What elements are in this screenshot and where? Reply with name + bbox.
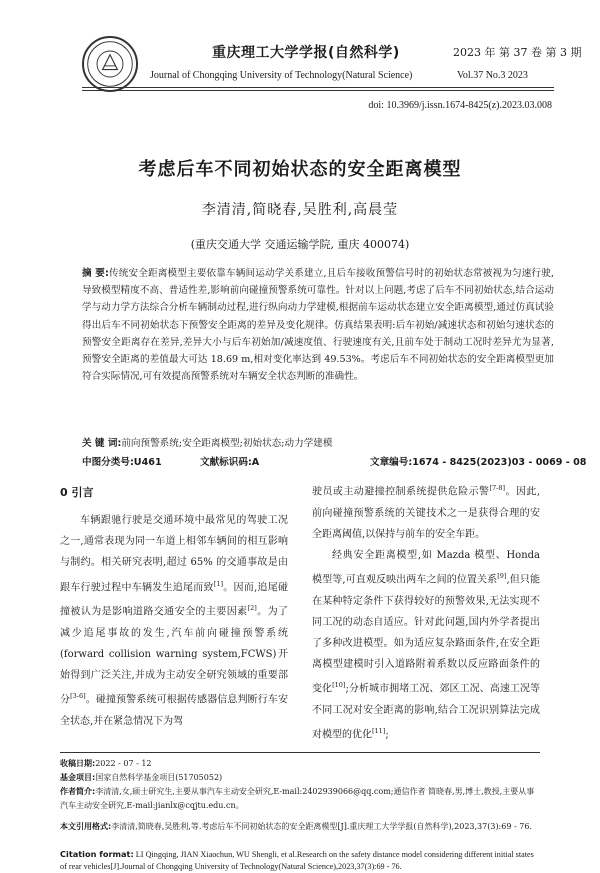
citation[interactable]: [10] [332,681,346,690]
journal-title-en: Journal of Chongqing University of Technology(Natural Science) [150,70,413,81]
citation[interactable]: [9] [497,572,507,581]
university-logo [82,36,138,92]
body-paragraph: 驶员或主动避撞控制系统提供危险示警[7-8]。因此,前向碰撞预警系统的关键技术之一是获得合理的安全距离阈值,以保持与前车的安全车距。 [312,484,541,540]
citation[interactable]: [3-6] [70,692,86,701]
abstract [82,265,554,385]
body-column-left [60,478,288,732]
abstract-label: 摘 要: [82,268,109,279]
body-paragraph: 经典安全距离模型,如 Mazda 模型、Honda 模型等,可直观反映出两车之间的位置关系[9],但只能在某种特定条件下获得较好的预警效果,无法实现不同工况的动态自适应。针对此问题,国内外学者提出了多种改进模型。如为适应复杂路面条件,在安全距离模型建模时引入道路附着系数以反应路面条件的变化[10];分析城市拥堵工况、郊区工况、高速工况等不同工况对安全距离的影响,结合工况识别算法完成对模型的优化[11]; [312,549,540,741]
citation-format-en: Citation format: LI Qingqing, JIAN Xiaochun, WU Shengli, et al.Research on the safety distance model considering different initial states of rear vehicles[J].Journal of Chongqing University of Technology(Natural Science),2023,37(3):69 - 76. [60,849,534,871]
header-rule-thin [82,90,554,91]
journal-title-cn: 重庆理工大学学报(自然科学) [212,45,400,61]
citation[interactable]: [11] [372,727,386,736]
keywords [82,435,554,449]
header-rule [82,87,554,88]
paper-title: 考虑后车不同初始状态的安全距离模型 [138,159,462,180]
issue-info-cn: 2023 年 第 37 卷 第 3 期 [453,46,582,59]
clc-number: 中图分类号:U461 [82,457,162,468]
section-heading: 0 引言 [60,486,94,499]
seal-icon [84,38,136,90]
body-paragraph: 车辆跟驰行驶是交通环境中最常见的驾驶工况之一,通常表现为同一车道上相邻车辆间的相互影响与制约。相关研究表明,超过 65% 的交通事故是由跟车行驶过程中车辆发生追尾而致[1]。因而,追尾碰撞被认为是影响道路交通安全的主要因素[2]。为了减少追尾事故的发生,汽车前向碰撞预警系统(forward collision warning system,FCWS)开始得到广泛关注,并成为主动安全研究领域的重要部分[3-6]。碰撞预警系统可根据传感器信息判断行车安全状态,并在紧急情况下为驾 [60,515,289,727]
author-info: 作者简介:李清清,女,硕士研究生,主要从事汽车主动安全研究,E-mail:2402939066@qq.com;通信作者 简晓春,男,博士,教授,主要从事汽车主动安全研究,E-mail:jianlx@cqjtu.edu.cn。 [60,787,535,810]
fund-info: 基金项目:国家自然科学基金项目(51705052) [60,773,223,782]
article-number: 文章编号:1674 - 8425(2023)03 - 0069 - 08 [370,457,587,468]
citation[interactable]: [7-8] [489,484,506,492]
citation[interactable]: [1] [213,579,224,588]
authors: 李清清,简晓春,吴胜利,高晨莹 [201,202,399,218]
citation[interactable]: [2] [247,604,257,613]
keywords-label: 关 键 词: [82,438,122,449]
received-date: 收稿日期:2022 - 07 - 12 [60,759,152,768]
doi[interactable]: doi: 10.3969/j.issn.1674-8425(z).2023.03.008 [368,100,552,111]
document-code: 文献标识码:A [200,457,260,468]
citation-format-cn: 本文引用格式:李清清,简晓春,吴胜利,等.考虑后车不同初始状态的安全距离模型[J].重庆理工大学学报(自然科学),2023,37(3):69 - 76. [60,822,532,831]
abstract-text: 传统安全距离模型主要依靠车辆间运动学关系建立,且后车接收预警信号时的初始状态常被视为匀速行驶,导致模型精度不高、普适性差,影响前向碰撞预警系统可靠性。针对以上问题,考虑了后车不同初始状态,结合运动学与动力学方法综合分析车辆制动过程,进行纵向动力学建模,根据前车运动状态建立安全距离模型,通过仿真试验得出后车不同初始状态下预警安全距离的差异及变化规律。仿真结果表明:后车初始/减速状态和初始匀速状态的预警安全距离存在差异,差异大小与后车初始加/减速度值、行驶速度有关,且前车处于制动工况时差异尤为显著,预警安全距离的差值最大可达 18.69 m,相对变化率达到 49.53%。考虑后车不同初始状态的安全距离模型更加符合实际情况,可有效提高预警系统对车辆安全状态判断的准确性。 [82,268,554,383]
body-column-right [312,478,540,746]
affiliation: (重庆交通大学 交通运输学院, 重庆 400074) [190,238,410,251]
keywords-text: 前向预警系统;安全距离模型;初始状态;动力学建模 [121,438,333,449]
issue-info-en: Vol.37 No.3 2023 [457,70,528,81]
footnote-rule [60,752,540,753]
